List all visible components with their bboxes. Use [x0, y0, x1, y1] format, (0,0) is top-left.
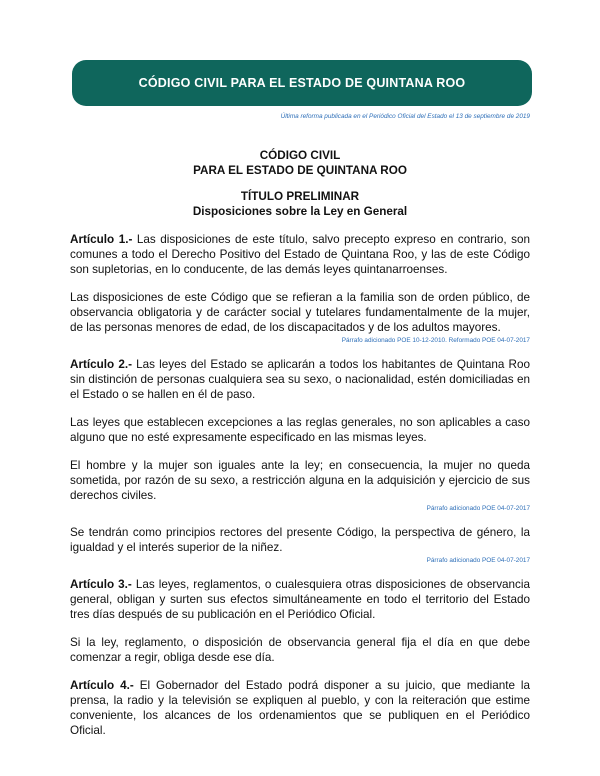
- article-2-text: Las leyes del Estado se aplicarán a todos los habitantes de Quintana Roo sin distinción de personas cualquiera sea su sexo, o nacionalidad, estén domiciliadas en el Estado o se hallen en él de paso.: [70, 358, 530, 401]
- document-body: [70, 148, 530, 751]
- code-title-line2: PARA EL ESTADO DE QUINTANA ROO: [193, 164, 407, 177]
- titulo-line2: Disposiciones sobre la Ley en General: [192, 205, 408, 218]
- article-1-paragraph-2: Las disposiciones de este Código que se refieran a la familia son de orden público, de observancia obligatoria y de carácter social y tutelares fundamentalmente de la mujer, de las personas menores de edad, de los discapacitados y de los adultos mayores.: [70, 291, 530, 334]
- article-2-label: Artículo 2.-: [70, 358, 132, 371]
- article-3-paragraph-2: Si la ley, reglamento, o disposición de observancia general fija el día en que debe comenzar a regir, obliga desde ese día.: [70, 636, 530, 664]
- code-title: [70, 148, 530, 178]
- article-1-label: Artículo 1.-: [70, 233, 133, 246]
- banner-title: CÓDIGO CIVIL PARA EL ESTADO DE QUINTANA ROO: [138, 76, 466, 90]
- article-2-p4-note: Párrafo adicionado POE 04-07-2017: [426, 557, 530, 564]
- code-title-line1: CÓDIGO CIVIL: [259, 149, 341, 162]
- article-1-text: Las disposiciones de este título, salvo precepto expreso en contrario, son comunes a todo el Derecho Positivo del Estado de Quintana Roo, y las de este Código son supletorias, en lo conducente, de las demás leyes quintanarroenses.: [70, 233, 530, 276]
- article-3-text: Las leyes, reglamentos, o cualesquiera otras disposiciones de observancia general, obligan y surten sus efectos simultáneamente en todo el territorio del Estado tres días después de su publicación en el Periódico Oficial.: [70, 578, 530, 621]
- reform-note: Última reforma publicada en el Periódico Oficial del Estado el 13 de septiembre de 2019: [280, 113, 530, 120]
- article-2-paragraph-4: Se tendrán como principios rectores del presente Código, la perspectiva de género, la igualdad y el interés superior de la niñez.: [70, 526, 530, 554]
- article-2-paragraph-1: [70, 357, 530, 402]
- article-2-paragraph-3: El hombre y la mujer son iguales ante la ley; en consecuencia, la mujer no queda sometida, por razón de su sexo, a restricción alguna en la adquisición y ejercicio de sus derechos civiles.: [70, 459, 530, 502]
- header-banner: [72, 60, 532, 106]
- article-4-paragraph-1: [70, 678, 530, 738]
- article-3-paragraph-1: [70, 577, 530, 622]
- article-2-p3-note: Párrafo adicionado POE 04-07-2017: [426, 505, 530, 512]
- titulo-line1: TÍTULO PRELIMINAR: [240, 190, 360, 203]
- article-3-label: Artículo 3.-: [70, 578, 132, 591]
- article-1-paragraph-1: [70, 232, 530, 277]
- article-1-reform-note: Párrafo adicionado POE 10-12-2010. Reformado POE 04-07-2017: [341, 337, 530, 344]
- article-4-label: Artículo 4.-: [70, 679, 134, 692]
- titulo-heading: [70, 189, 530, 219]
- article-4-text: El Gobernador del Estado podrá disponer a su juicio, que mediante la prensa, la radio y la televisión se expliquen al pueblo, y con la reiteración que estime conveniente, los alcances de los ordenamientos que se publiquen en el Periódico Oficial.: [70, 679, 531, 737]
- article-2-paragraph-2: Las leyes que establecen excepciones a las reglas generales, no son aplicables a caso alguno que no esté expresamente especificado en las mismas leyes.: [70, 416, 530, 444]
